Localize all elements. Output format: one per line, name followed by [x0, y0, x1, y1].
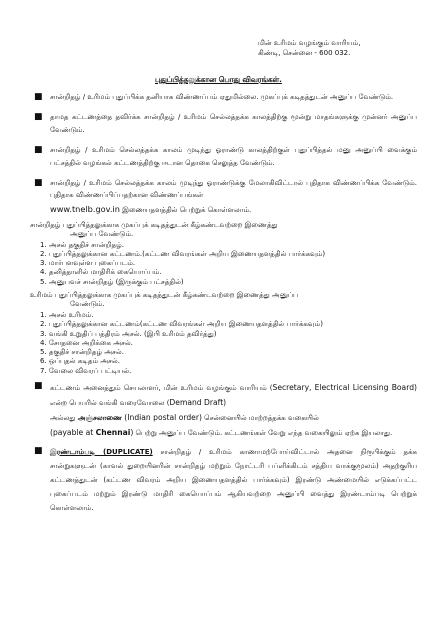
list-item: 3. மார்பளவுள்ள புகைப்படம். [40, 259, 136, 268]
list-item: ■ சான்றிதழ் / உரிமம் செல்லத்தக்க காலம் முடிந்து ஓராண்டுக்கு மேலாகிவிட்டால் புதிதாக விண்ணப்பிக்க வேண்டும். புதிதாக விண்ணப்பிப்பதற்கான விண்ணப்பங்கள் www.tnelb.gov.in இணையதளத்தில் பெற்றுக் கொள்ளலாம். [34, 177, 417, 215]
list-item: 2. புதுப்பித்தலுக்கான கட்டணம்(கட்டண விவரங்கள் அறிய இணையதளத்தில் பார்க்கவும்) [40, 320, 323, 329]
list-item: 3. வங்கி உறுதிப் பத்திரம் அசல். (இபி உரிமம் தவிர்த்து) [40, 329, 217, 338]
page-title: புதுப்பித்தலுக்கான பொது விவரங்கள். [155, 75, 282, 84]
bullet-icon: ■ [34, 91, 43, 102]
list-item: 2. புதுப்பித்தலுக்கான கட்டணம்.(கட்டண விவரங்கள் அறிய இணையதளத்தில் பார்க்கவும்) [40, 250, 326, 258]
bullet-icon: ■ [34, 177, 43, 188]
bullet-icon: ■ [34, 144, 43, 155]
list-item: 4. சோதனை அறிக்கை அசல். [40, 338, 133, 347]
bullet-icon: ■ [34, 380, 43, 391]
license-section-heading: உரிமம் புதுப்பித்தலுக்காக முகப்புக் கடிதத்துடன் கீழ்கண்டவற்றை இணைத்து அனுப்ப வேண்டும். [30, 290, 299, 309]
list-item: 1. அசல் உரிமம். [40, 311, 94, 320]
certificate-section-heading: சான்றிதழ் புதுப்பித்தலுக்காக முகப்புக் கடிதத்துடன் கீழ்கண்டவற்றை இணைத்து அனுப்ப வேண்டும். [30, 220, 278, 238]
list-item: ■ சான்றிதழ் / உரிமம் செல்லத்தக்க காலம் முடிந்து ஓராண்டு காலத்திற்குள் புதுப்பித்தல் மனு அனுப்பி வைக்கும் பட்சத்தில் வழங்கல் கட்டணத்திற்கு ஈடான தொகை செலுத்த வேண்டும். [34, 144, 417, 167]
list-item: ■ சான்றிதழ் / உரிமம் புதுப்பிக்க தனியாக விண்ணப்பம் ஏதுமில்லை. முகப்புக் கடிதத்துடன் அனுப்ப வேண்டும். [34, 91, 394, 102]
address-line-2: கிண்டி, சென்னை - 600 032. [258, 49, 351, 58]
payment-paragraph: ■ கட்டணம் அனைத்தும் செயலாளர், மின் உரிமம் வழங்கும் வாரியம் (Secretary, Electrical Licensing Board) என்ற பெயரில் வங்கி வரைவோலை (Demand Draft) அல்லது அஞ்சலாணை (Indian postal order) சென்னையில் மாற்றத்தக்க வகையில் (payable at Chennai) பெற்று அனுப்ப வேண்டும். கட்டணங்கள் வேறு எந்த வகையிலும் ஏற்க இயலாது. [34, 380, 417, 438]
general-info-list [30, 91, 417, 218]
address-line-1: மின் உரிமம் வழங்கும் வாரியம், [258, 39, 361, 47]
list-item: 5. தகுதிச் சான்றிதழ் அசல். [40, 348, 124, 357]
list-item: 4. தனித்தாளில் மாதிரிக் கையொப்பம். [40, 268, 162, 277]
list-item: 6. ஒப்புதல் கடிதம் அசல். [40, 357, 120, 366]
certificate-items-list [30, 241, 417, 287]
list-item: ■ தாமத கட்டணத்தை தவிர்க்க சான்றிதழ் / உரிமம் செல்லத்தக்க காலத்திற்கு மூன்று மாதங்களுக்கு முன்னர் அனுப்ப வேண்டும். [34, 111, 417, 134]
address-header [258, 38, 361, 58]
duplicate-paragraph: ■ இரண்டாம்படி (DUPLICATE) சான்றிதழ் / உரிமம் காணாமற்போய்விட்டால் அதனை நிரூபிக்கும் தக்க சான்றுகளுடன் (காவல் துறையினரின் சான்றிதழ் மற்றும் நோட்டரி பப்ளிக்கிடம் சத்திய வாக்குமூலம்) அதற்குரிய கட்டணத்துடன் (கட்டண விவரம் அறிய இணையதளத்தில் பார்க்கவும்) இரண்டு அண்மையில் எடுக்கப்பட்ட புகைப்படம் மற்றும் இரண்டு மாதிரி கையொப்பம் ஆகியவற்றை அனுப்பி வைத்து இரண்டாம்படி பெற்றுக் கொள்ளலாம். [34, 445, 417, 512]
website-text: இணையதளத்தில் பெற்றுக் கொள்ளலாம். [122, 206, 252, 215]
payment-info-list [30, 380, 417, 515]
list-item: 7. வேலை விவரப் பட்டியல். [40, 366, 132, 375]
list-item: 1. அசல் தகுதிச் சான்றிதழ். [40, 240, 124, 249]
list-item: 5. அனுபவச் சான்றிதழ் (இருக்கும் பட்சத்தில்) [40, 277, 184, 286]
website-link[interactable]: www.tnelb.gov.in [50, 204, 120, 215]
license-items-list [30, 311, 417, 376]
bullet-icon: ■ [34, 445, 43, 456]
bullet-icon: ■ [34, 111, 43, 122]
